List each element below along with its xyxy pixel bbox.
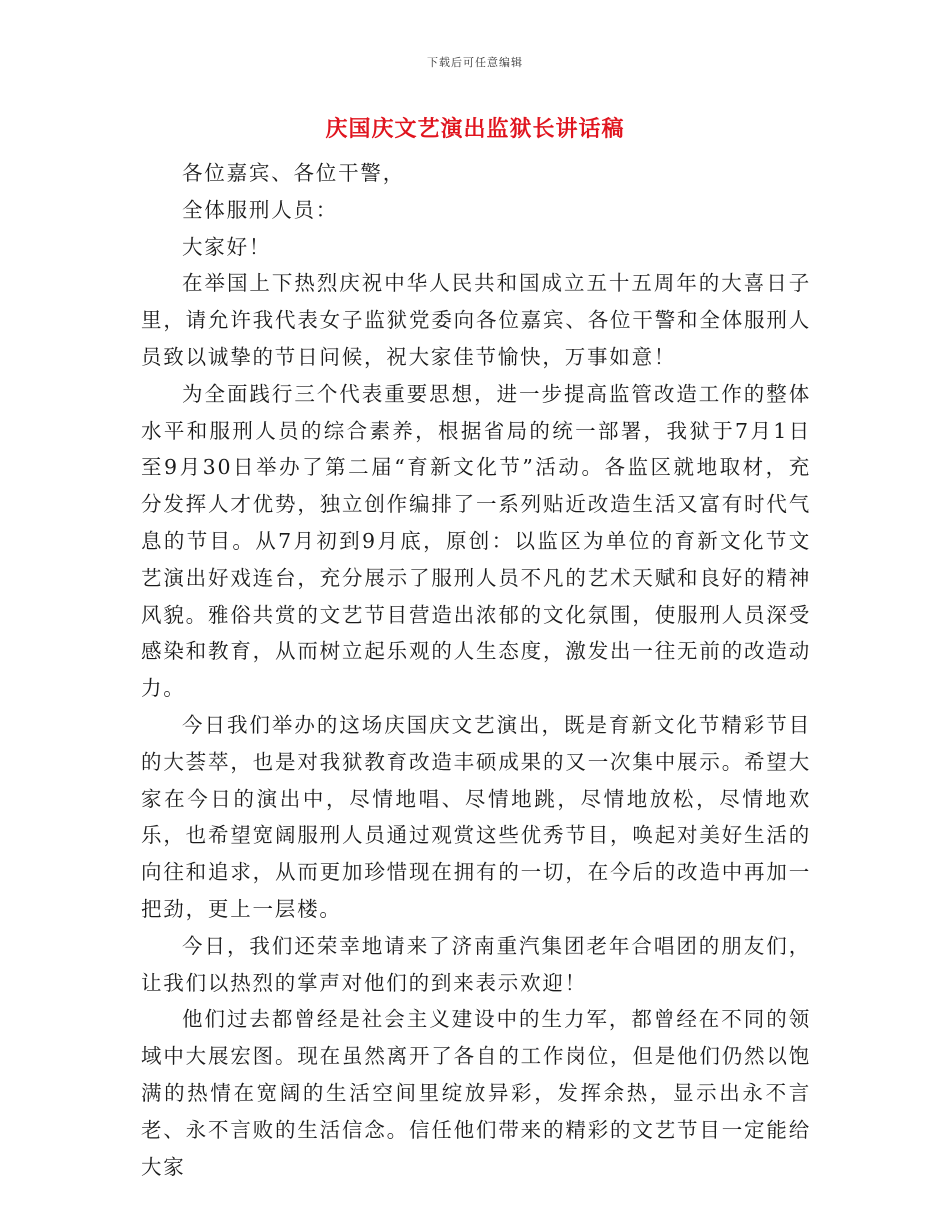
paragraph-welcome-choir: 今日，我们还荣幸地请来了济南重汽集团老年合唱团的朋友们，让我们以热烈的掌声对他们的到来表示欢迎！ — [141, 933, 811, 995]
salutation-inmates: 全体服刑人员： — [182, 197, 339, 222]
paragraph-culture-festival: 为全面践行三个代表重要思想，进一步提高监管改造工作的整体水平和服刑人员的综合素养，根据省局的统一部署，我狱于7月1日至9月30日举办了第二届“育新文化节”活动。各监区就地取材，充分发挥人才优势，独立创作编排了一系列贴近改造生活又富有时代气息的节目。从7月初到9月底，原创：以监区为单位的育新文化节文艺演出好戏连台，充分展示了服刑人员不凡的艺术天赋和良好的精神风貌。雅俗共赏的文艺节目营造出浓郁的文化氛围，使服刑人员深受感染和教育，从而树立起乐观的人生态度，激发出一往无前的改造动力。 — [141, 381, 811, 701]
paragraph-performance: 今日我们举办的这场庆国庆文艺演出，既是育新文化节精彩节目的大荟萃，也是对我狱教育改造丰硕成果的又一次集中展示。希望大家在今日的演出中，尽情地唱、尽情地跳，尽情地放松，尽情地欢乐，也希望宽阔服刑人员通过观赏这些优秀节目，唤起对美好生活的向往和追求，从而更加珍惜现在拥有的一切，在今后的改造中再加一把劲，更上一层楼。 — [141, 712, 811, 921]
paragraph-choir-praise: 他们过去都曾经是社会主义建设中的生力军，都曾经在不同的领域中大展宏图。现在虽然离开了各自的工作岗位，但是他们仍然以饱满的热情在宽阔的生活空间里绽放异彩，发挥余热，显示出永不言老、永不言败的生活信念。信任他们带来的精彩的文艺节目一定能给大家 — [141, 1007, 811, 1179]
salutation-guests: 各位嘉宾、各位干警， — [182, 161, 405, 185]
document-title: 庆国庆文艺演出监狱长讲话稿 — [325, 117, 625, 142]
document-body — [141, 155, 811, 1185]
greeting: 大家好！ — [182, 234, 272, 259]
paragraph-opening: 在举国上下热烈庆祝中华人民共和国成立五十五周年的大喜日子里，请允许我代表女子监狱党委向各位嘉宾、各位干警和全体服刑人员致以诚挚的节日问候，祝大家佳节愉快，万事如意！ — [141, 271, 811, 369]
header-note: 下载后可任意编辑 — [427, 56, 523, 69]
